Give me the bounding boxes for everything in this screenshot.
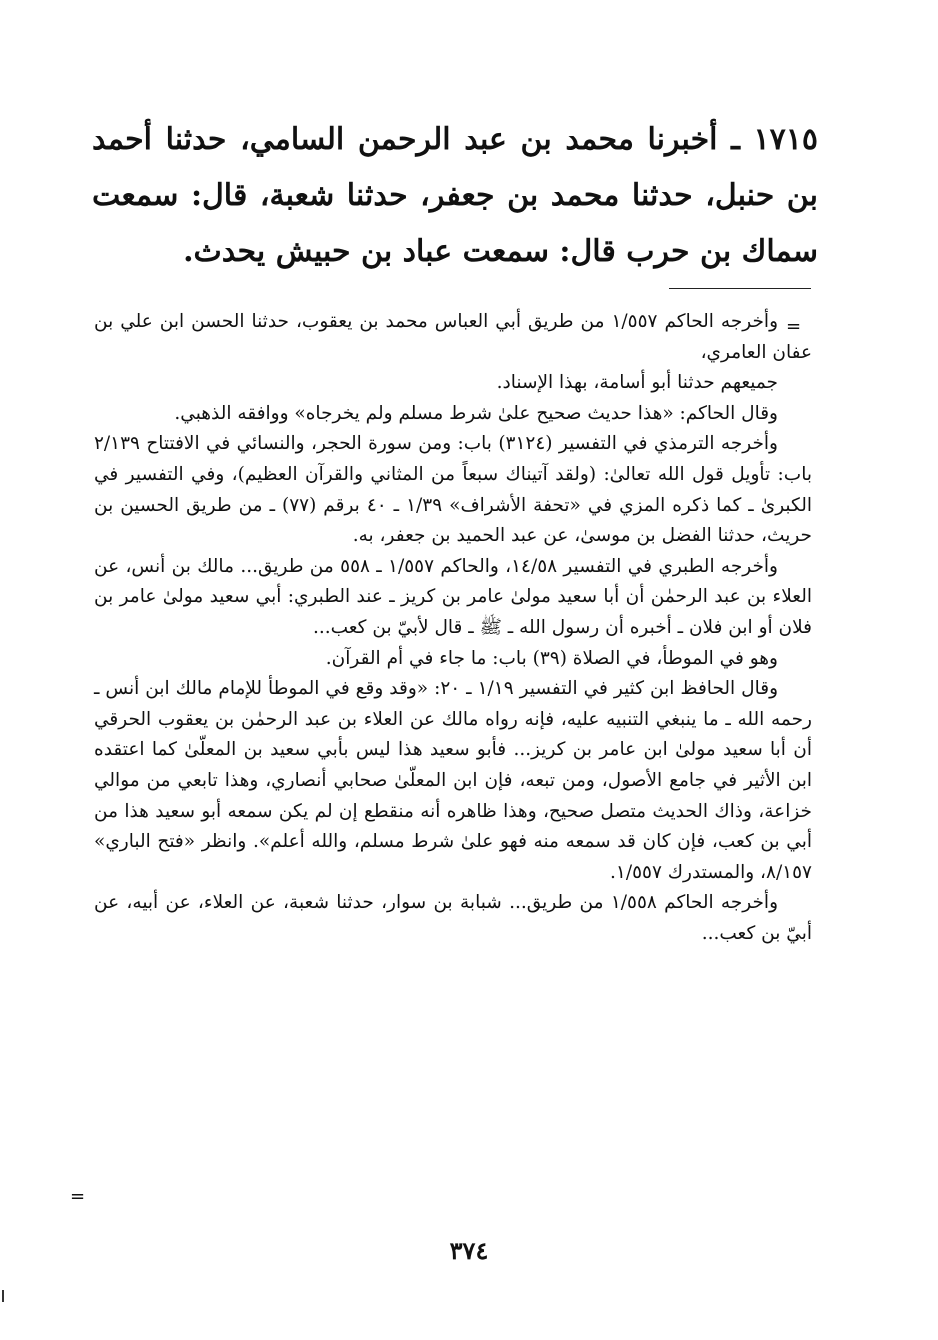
footnote-paragraph: جميعهم حدثنا أبو أسامة، بهذا الإسناد.: [496, 372, 778, 394]
footnote-paragraph: وأخرجه الترمذي في التفسير (٣١٢٤) باب: ومن سورة الحجر، والنسائي في الافتتاح ٢/١٣٩ باب: تأويل قول الله تعالىٰ: (ولقد آتيناك سبعاً من المثاني والقرآن العظيم)، وفي التفسير في الكبرىٰ ـ كما ذكره المزي في «تحفة الأشراف» ١/٣٩ ـ ٤٠ برقم (٧٧) ـ من طريق الحسين بن حريث، حدثنا الفضل بن موسىٰ، عن عبد الحميد بن جعفر، به.: [94, 433, 812, 547]
footnotes-section: [94, 307, 812, 949]
hadith-1715: ١٧١٥ ـ أخبرنا محمد بن عبد الرحمن السامي، حدثنا أحمد بن حنبل، حدثنا محمد بن جعفر، حدثنا شعبة، قال: سمعت سماك بن حرب قال: سمعت عباد بن حبيش يحدث.: [92, 122, 818, 269]
footnote-continuation-mark-top: =: [786, 316, 802, 337]
hadith-main-text: [92, 112, 818, 280]
footnote-paragraph: وهو في الموطأ، في الصلاة (٣٩) باب: ما جاء في أم القرآن.: [325, 647, 778, 669]
footnote-separator-line: [669, 288, 811, 289]
footnote-paragraph: وقال الحافظ ابن كثير في التفسير ١/١٩ ـ ٢٠: «وقد وقع في الموطأ للإمام مالك ابن أنس ـ رحمه الله ـ ما ينبغي التنبيه عليه، فإنه رواه مالك عن العلاء بن عبد الرحمٰن بن يعقوب الحرقي أن أبا سعيد مولىٰ ابن عامر بن كريز... فأبو سعيد هذا ليس بأبي سعيد بن المعلّىٰ كما اعتقده ابن الأثير في جامع الأصول، ومن تبعه، فإن ابن المعلّىٰ صحابي أنصاري، وهذا تابعي من موالي خزاعة، وذاك الحديث متصل صحيح، وهذا ظاهره أنه منقطع إن لم يكن سمعه أبو سعيد هذا من أبي بن كعب، فإن كان قد سمعه منه فهو علىٰ شرط مسلم، والله أعلم». وانظر «فتح الباري» ٨/١٥٧، والمستدرك ١/٥٥٧.: [94, 678, 812, 883]
footnote-continuation-mark-bottom: =: [70, 1186, 86, 1207]
scan-edge-mark: [2, 1290, 4, 1302]
footnote-paragraph: وأخرجه الحاكم ١/٥٥٧ من طريق أبي العباس محمد بن يعقوب، حدثنا الحسن ابن علي بن عفان العامري،: [94, 311, 812, 363]
page-number: ٣٧٤: [449, 1236, 489, 1265]
footnote-paragraph: وأخرجه الحاكم ١/٥٥٨ من طريق... شبابة بن سوار، حدثنا شعبة، عن العلاء، عن أبيه، عن أبيّ بن كعب...: [94, 892, 812, 944]
footnote-paragraph: وأخرجه الطبري في التفسير ١٤/٥٨، والحاكم ١/٥٥٧ ـ ٥٥٨ من طريق... مالك بن أنس، عن العلاء بن عبد الرحمٰن أن أبا سعيد مولىٰ عامر بن كريز ـ عند الطبري: أبي سعيد مولىٰ عامر بن فلان أو ابن فلان ـ أخبره أن رسول الله ـ ﷺ ـ قال لأبيّ بن كعب...: [94, 555, 812, 638]
footnote-paragraph: وقال الحاكم: «هذا حديث صحيح علىٰ شرط مسلم ولم يخرجاه» ووافقه الذهبي.: [174, 402, 778, 424]
